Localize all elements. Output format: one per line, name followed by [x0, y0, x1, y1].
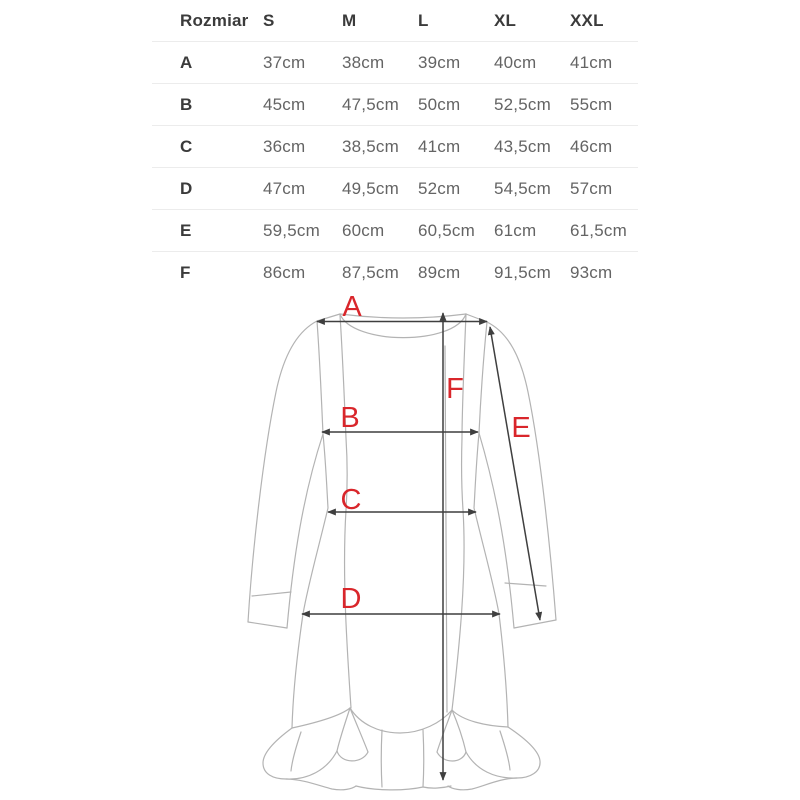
left-ruffle-outer — [263, 728, 356, 790]
left-wrist-seam — [252, 592, 291, 596]
value-f-m: 87,5cm — [342, 262, 399, 282]
left-ruffle-fold-b — [350, 708, 368, 752]
value-e-s: 59,5cm — [263, 220, 320, 240]
right-ruffle-fold-a — [437, 710, 452, 752]
table-header-size-l: L — [418, 10, 429, 30]
dress-sketch-svg — [0, 290, 800, 800]
row-label-d: D — [180, 178, 193, 198]
table-row-a — [152, 42, 638, 84]
measurement-labels — [340, 291, 530, 615]
value-e-l: 60,5cm — [418, 220, 475, 240]
value-a-l: 39cm — [418, 52, 461, 72]
row-label-b: B — [180, 94, 193, 114]
value-e-m: 60cm — [342, 220, 385, 240]
size-table — [152, 0, 638, 293]
left-ruffle-inner-fold — [291, 732, 301, 771]
value-d-s: 47cm — [263, 178, 306, 198]
table-row-d — [152, 168, 638, 210]
table-header-size-xxl: XXL — [570, 10, 604, 30]
row-label-a: A — [180, 52, 193, 72]
value-e-xl: 61cm — [494, 220, 537, 240]
hem-wave — [292, 708, 508, 733]
table-header-row — [152, 0, 638, 42]
left-shoulder — [317, 314, 340, 321]
value-a-xxl: 41cm — [570, 52, 613, 72]
value-c-xl: 43,5cm — [494, 136, 551, 156]
table-row-e — [152, 210, 638, 252]
arrow-e-sleeve — [490, 327, 540, 620]
dress-measurement-diagram — [0, 290, 800, 800]
label-b: B — [340, 402, 360, 434]
table-header-rozmiar: Rozmiar — [180, 10, 249, 30]
center-panel-right — [423, 730, 424, 787]
value-a-s: 37cm — [263, 52, 306, 72]
value-d-xxl: 57cm — [570, 178, 613, 198]
right-ruffle-inner-fold — [500, 731, 510, 770]
center-panel-bottom — [356, 786, 451, 790]
left-ruffle-curl — [337, 751, 368, 761]
value-b-xl: 52,5cm — [494, 94, 551, 114]
left-sleeve-outer — [248, 321, 317, 622]
value-f-xxl: 93cm — [570, 262, 613, 282]
value-e-xxl: 61,5cm — [570, 220, 627, 240]
left-armhole — [317, 321, 323, 434]
value-b-xxl: 55cm — [570, 94, 613, 114]
right-cuff — [514, 620, 556, 628]
row-label-f: F — [180, 262, 191, 282]
right-ruffle-fold-b — [452, 710, 466, 752]
label-c: C — [340, 484, 362, 516]
dress-outline — [248, 314, 556, 790]
row-label-c: C — [180, 136, 193, 156]
value-f-xl: 91,5cm — [494, 262, 551, 282]
right-ruffle-curl — [437, 752, 466, 761]
left-cuff — [248, 622, 287, 628]
value-b-l: 50cm — [418, 94, 461, 114]
table-row-c — [152, 126, 638, 168]
value-b-m: 47,5cm — [342, 94, 399, 114]
table-header-size-m: M — [342, 10, 357, 30]
value-c-m: 38,5cm — [342, 136, 399, 156]
right-armhole — [479, 322, 487, 433]
label-e: E — [511, 412, 531, 444]
value-f-l: 89cm — [418, 262, 461, 282]
left-sleeve-inner — [287, 434, 323, 628]
value-d-xl: 54,5cm — [494, 178, 551, 198]
table-header-size-xl: XL — [494, 10, 517, 30]
right-wrist-seam — [505, 583, 546, 586]
value-b-s: 45cm — [263, 94, 306, 114]
table-row-f — [152, 252, 638, 293]
value-c-xxl: 46cm — [570, 136, 613, 156]
value-a-xl: 40cm — [494, 52, 537, 72]
value-c-l: 41cm — [418, 136, 461, 156]
center-panel-left — [381, 730, 382, 787]
value-a-m: 38cm — [342, 52, 385, 72]
value-d-l: 52cm — [418, 178, 461, 198]
table-row-b — [152, 84, 638, 126]
value-c-s: 36cm — [263, 136, 306, 156]
value-f-s: 86cm — [263, 262, 306, 282]
row-label-e: E — [180, 220, 192, 240]
label-f: F — [446, 373, 464, 405]
label-a: A — [342, 291, 362, 323]
value-d-m: 49,5cm — [342, 178, 399, 198]
label-d: D — [340, 583, 362, 615]
table-header-size-s: S — [263, 10, 275, 30]
